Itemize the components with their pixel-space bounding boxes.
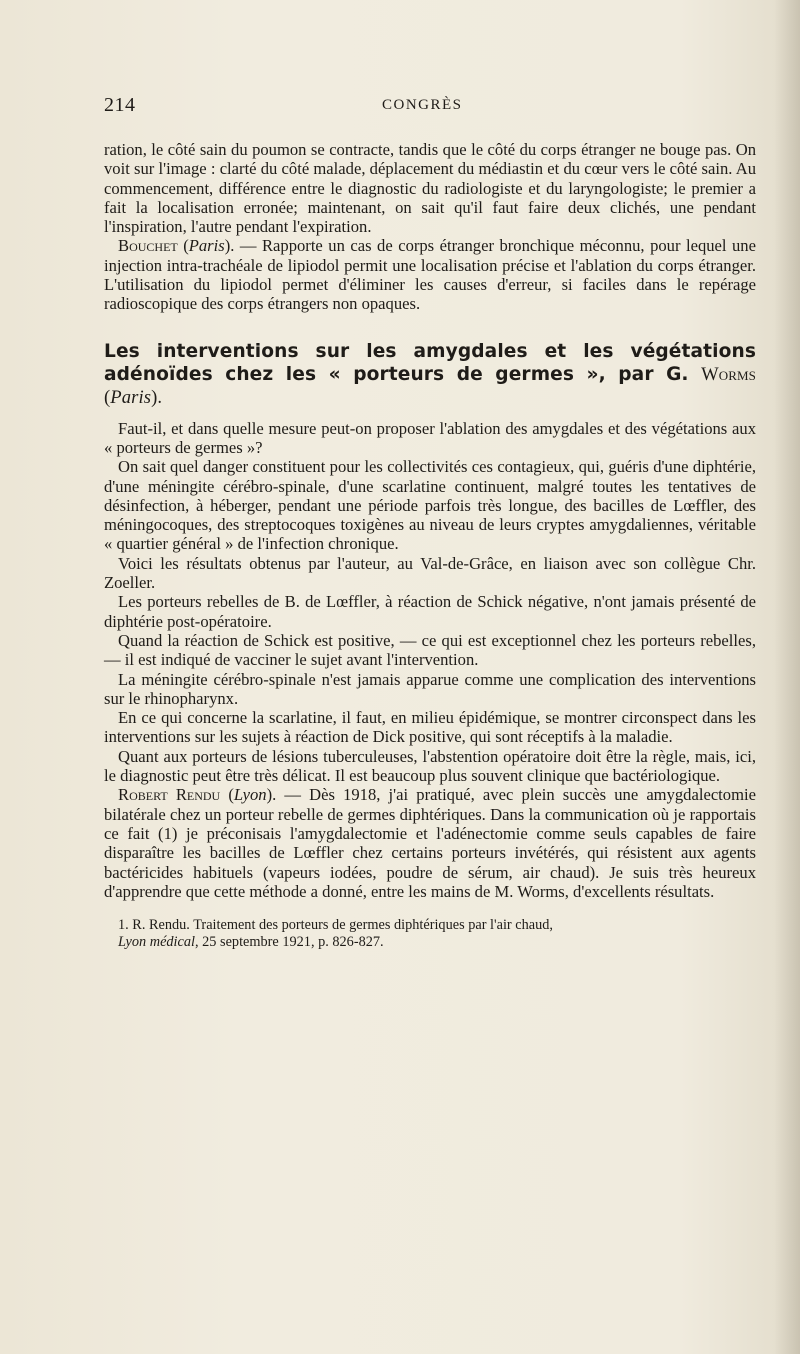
paragraph-bouchet: Bouchet (Paris). — Rapporte un cas de corps étranger bronchique méconnu, pour lequel une injection intra-trachéale de lipiodol permit une localisation précise et l'ablation du corps étranger. L'utilisation du lipiodol permet d'éliminer les causes d'erreur, si faciles dans le repérage radioscopique des corps étrangers non opaques. [104, 236, 756, 314]
footnote [104, 917, 756, 951]
page-edge-shadow [774, 0, 800, 1354]
speaker-place: Lyon [233, 785, 267, 805]
paragraph: Quant aux porteurs de lésions tuberculeuses, l'abstention opératoire doit être la règle, mais, ici, le diagnostic peut être très délicat. Il est beaucoup plus souvent clinique que bactériologique. [104, 746, 756, 786]
paragraph-continuation: ration, le côté sain du poumon se contracte, tandis que le côté du corps étranger ne bouge pas. On voit sur l'image : clarté du côté malade, déplacement du médiastin et du cœur vers le côté sain. Au commencement, différence entre le diagnostic du radiologiste et du laryngologiste; le premier a fait la localisation erronée; maintenant, on sait qu'il faut faire deux clichés, une pendant l'inspiration, l'autre pendant l'expiration. [104, 140, 756, 237]
running-title: CONGRÈS [382, 97, 463, 113]
section-title-text: Les interventions sur les amygdales et les végétations adénoïdes chez les « porteurs de germes », par G. [104, 340, 756, 385]
paragraph-text: . — Dès 1918, j'ai pratiqué, avec plein succès une amygdalectomie bilatérale chez un porteur rebelle de germes diphtériques. Dans la communication où je rapportais ce fait (1) je préconisais l'amygdalectomie et l'adénectomie comme seuls capables de faire disparaître les bacilles de Lœffler chez certains porteurs invétérés, qui résistent aux agents bactéricides habituels (vapeurs iodées, poudre de sérum, air chaud). Je suis très heureux d'apprendre que cette méthode a donné, entre les mains de M. Worms, d'excellents résultats. [104, 785, 756, 901]
section-place: Paris [110, 386, 152, 408]
speaker-name: Bouchet [118, 236, 178, 256]
footnote-line-1: 1. R. Rendu. Traitement des porteurs de germes diphtériques par l'air chaud, [118, 917, 553, 934]
paragraph: On sait quel danger constituent pour les collectivités ces contagieux, qui, guéris d'une diphtérie, d'une méningite cérébro-spinale, d'une scarlatine continuent, malgré toutes les tentatives de désinfection, à héberger, pendant une période parfois très longue, des bacilles de Lœffler, des méningocoques, des streptocoques toxigènes au niveau de leurs cryptes amygdaliennes, véritable « quartier général » de l'infection chronique. [104, 457, 756, 554]
paragraph: La méningite cérébro-spinale n'est jamais apparue comme une complication des interventions sur le rhinopharynx. [104, 669, 756, 708]
page-body [104, 140, 756, 951]
section-heading: Les interventions sur les amygdales et les végétations adénoïdes chez les « porteurs de germes », par G. Worms (Paris). [104, 340, 756, 408]
paragraph-rendu: Robert Rendu (Lyon). — Dès 1918, j'ai pratiqué, avec plein succès une amygdalectomie bilatérale chez un porteur rebelle de germes diphtériques. Dans la communication où je rapportais ce fait (1) je préconisais l'amygdalectomie et l'adénectomie comme seuls capables de faire disparaître les bacilles de Lœffler chez certains porteurs invétérés, qui résistent aux agents bactéricides habituels (vapeurs iodées, poudre de sérum, air chaud). Je suis très heureux d'apprendre que cette méthode a donné, entre les mains de M. Worms, d'excellents résultats. [104, 785, 756, 901]
speaker-place: Paris [188, 236, 225, 256]
footnote-citation: , 25 septembre 1921, p. 826-827. [195, 934, 384, 951]
paragraph: Les porteurs rebelles de B. de Lœffler, à réaction de Schick négative, n'ont jamais présenté de diphtérie post-opératoire. [104, 592, 756, 631]
paragraph: Voici les résultats obtenus par l'auteur, au Val-de-Grâce, en liaison avec son collègue Chr. Zoeller. [104, 553, 756, 593]
paragraph-text: . — Rapporte un cas de corps étranger bronchique méconnu, pour lequel une injection intra-trachéale de lipiodol permit une localisation précise et l'ablation du corps étranger. L'utilisation du lipiodol permet d'éliminer les causes d'erreur, si faciles dans le repérage radioscopique des corps étrangers non opaques. [104, 236, 756, 314]
paragraph: Faut-il, et dans quelle mesure peut-on proposer l'ablation des amygdales et des végétations aux « porteurs de germes »? [104, 418, 756, 457]
section-author: Worms [701, 363, 756, 385]
page-header [104, 94, 754, 124]
page-number: 214 [104, 94, 136, 116]
paragraph: Quand la réaction de Schick est positive, — ce qui est exceptionnel chez les porteurs rebelles, — il est indiqué de vacciner le sujet avant l'intervention. [104, 630, 756, 670]
paragraph: En ce qui concerne la scarlatine, il faut, en milieu épidémique, se montrer circonspect dans les interventions sur les sujets à réaction de Dick positive, qui sont réceptifs à la maladie. [104, 708, 756, 747]
speaker-name: Robert Rendu [118, 785, 221, 805]
footnote-journal: Lyon médical [118, 934, 195, 951]
